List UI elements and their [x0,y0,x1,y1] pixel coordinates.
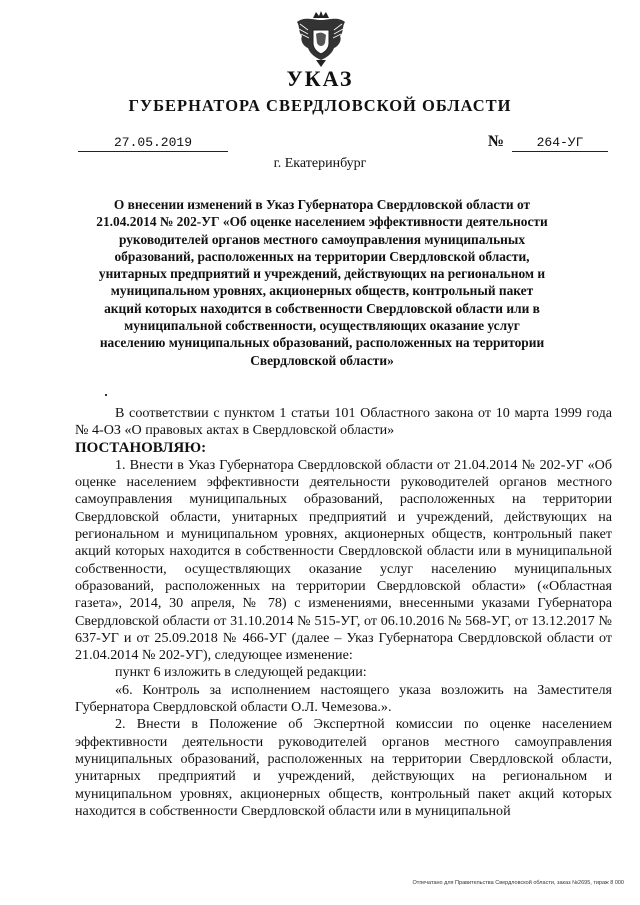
paragraph-1: 1. Внести в Указ Губернатора Свердловской области от 21.04.2014 № 202-УГ «Об оценке населением эффективности деятельности руководителей органов местного самоуправления муниципальных образований, расположенных на территории Свердловской области, унитарных предприятий и учреждений, действующих на региональном и муниципальном уровнях, акционерных обществ, контрольный пакет акций которых находится в собственности Свердловской области или в муниципальной собственности, осуществляющих оказание услуг населению муниципальных образований, расположенных на территории Свердловской области» («Областная газета», 2014, 30 апреля, № 78) с изменениями, внесенными указами Губернатора Свердловской области от 31.10.2014 № 515-УГ, от 06.10.2016 № 568-УГ, от 13.12.2017 № 637-УГ и от 25.09.2018 № 466-УГ (далее – Указ Губернатора Свердловской области от 21.04.2014 № 202-УГ), следующее изменение: [75,456,612,664]
print-footer: Отпечатано для Правительства Свердловской области, заказ №2695, тираж 8 000 [412,880,624,886]
document-number: 264-УГ [512,135,608,152]
paragraph-intro: В соответствии с пунктом 1 статьи 101 Областного закона от 10 марта 1999 года № 4-ОЗ «О правовых актах в Свердловской области» [75,405,612,439]
stray-mark [105,394,107,396]
document-subtitle: ГУБЕРНАТОРА СВЕРДЛОВСКОЙ ОБЛАСТИ [128,96,512,115]
coat-of-arms-icon [294,10,348,68]
paragraph-3: «6. Контроль за исполнением настоящего указа возложить на Заместителя Губернатора Свердловской области О.Л. Чемезова.». [75,681,612,716]
paragraph-4: 2. Внести в Положение об Экспертной комиссии по оценке населением эффективности деятельности руководителей органов местного самоуправления муниципальных образований, расположенных на территории Свердловской области, унитарных предприятий и учреждений, действующих на региональном и муниципальном уровнях, акционерных обществ, контрольный пакет акций которых находится в собственности Свердловской области или в муниципальной [75,716,612,819]
document-title: УКАЗ [286,66,354,91]
document-date: 27.05.2019 [78,135,228,152]
decree-word: ПОСТАНОВЛЯЮ: [75,439,207,456]
number-sign: № [488,133,505,150]
document-heading: О внесении изменений в Указ Губернатора Свердловской области от 21.04.2014 № 202-УГ «Об оценке населением эффективности деятельности руководителей органов местного самоуправления муниципальных образований, расположенных на территории Свердловской области, унитарных предприятий и учреждений, действующих на региональном и муниципальном уровнях, акционерных обществ, контрольный пакет акций которых находится в собственности Свердловской области или в муниципальной собственности, осуществляющих оказание услуг населению муниципальных образований, расположенных на территории Свердловской области» [96,197,548,368]
document-body [75,405,612,820]
paragraph-2: пункт 6 изложить в следующей редакции: [115,664,367,681]
city: г. Екатеринбург [273,156,367,171]
